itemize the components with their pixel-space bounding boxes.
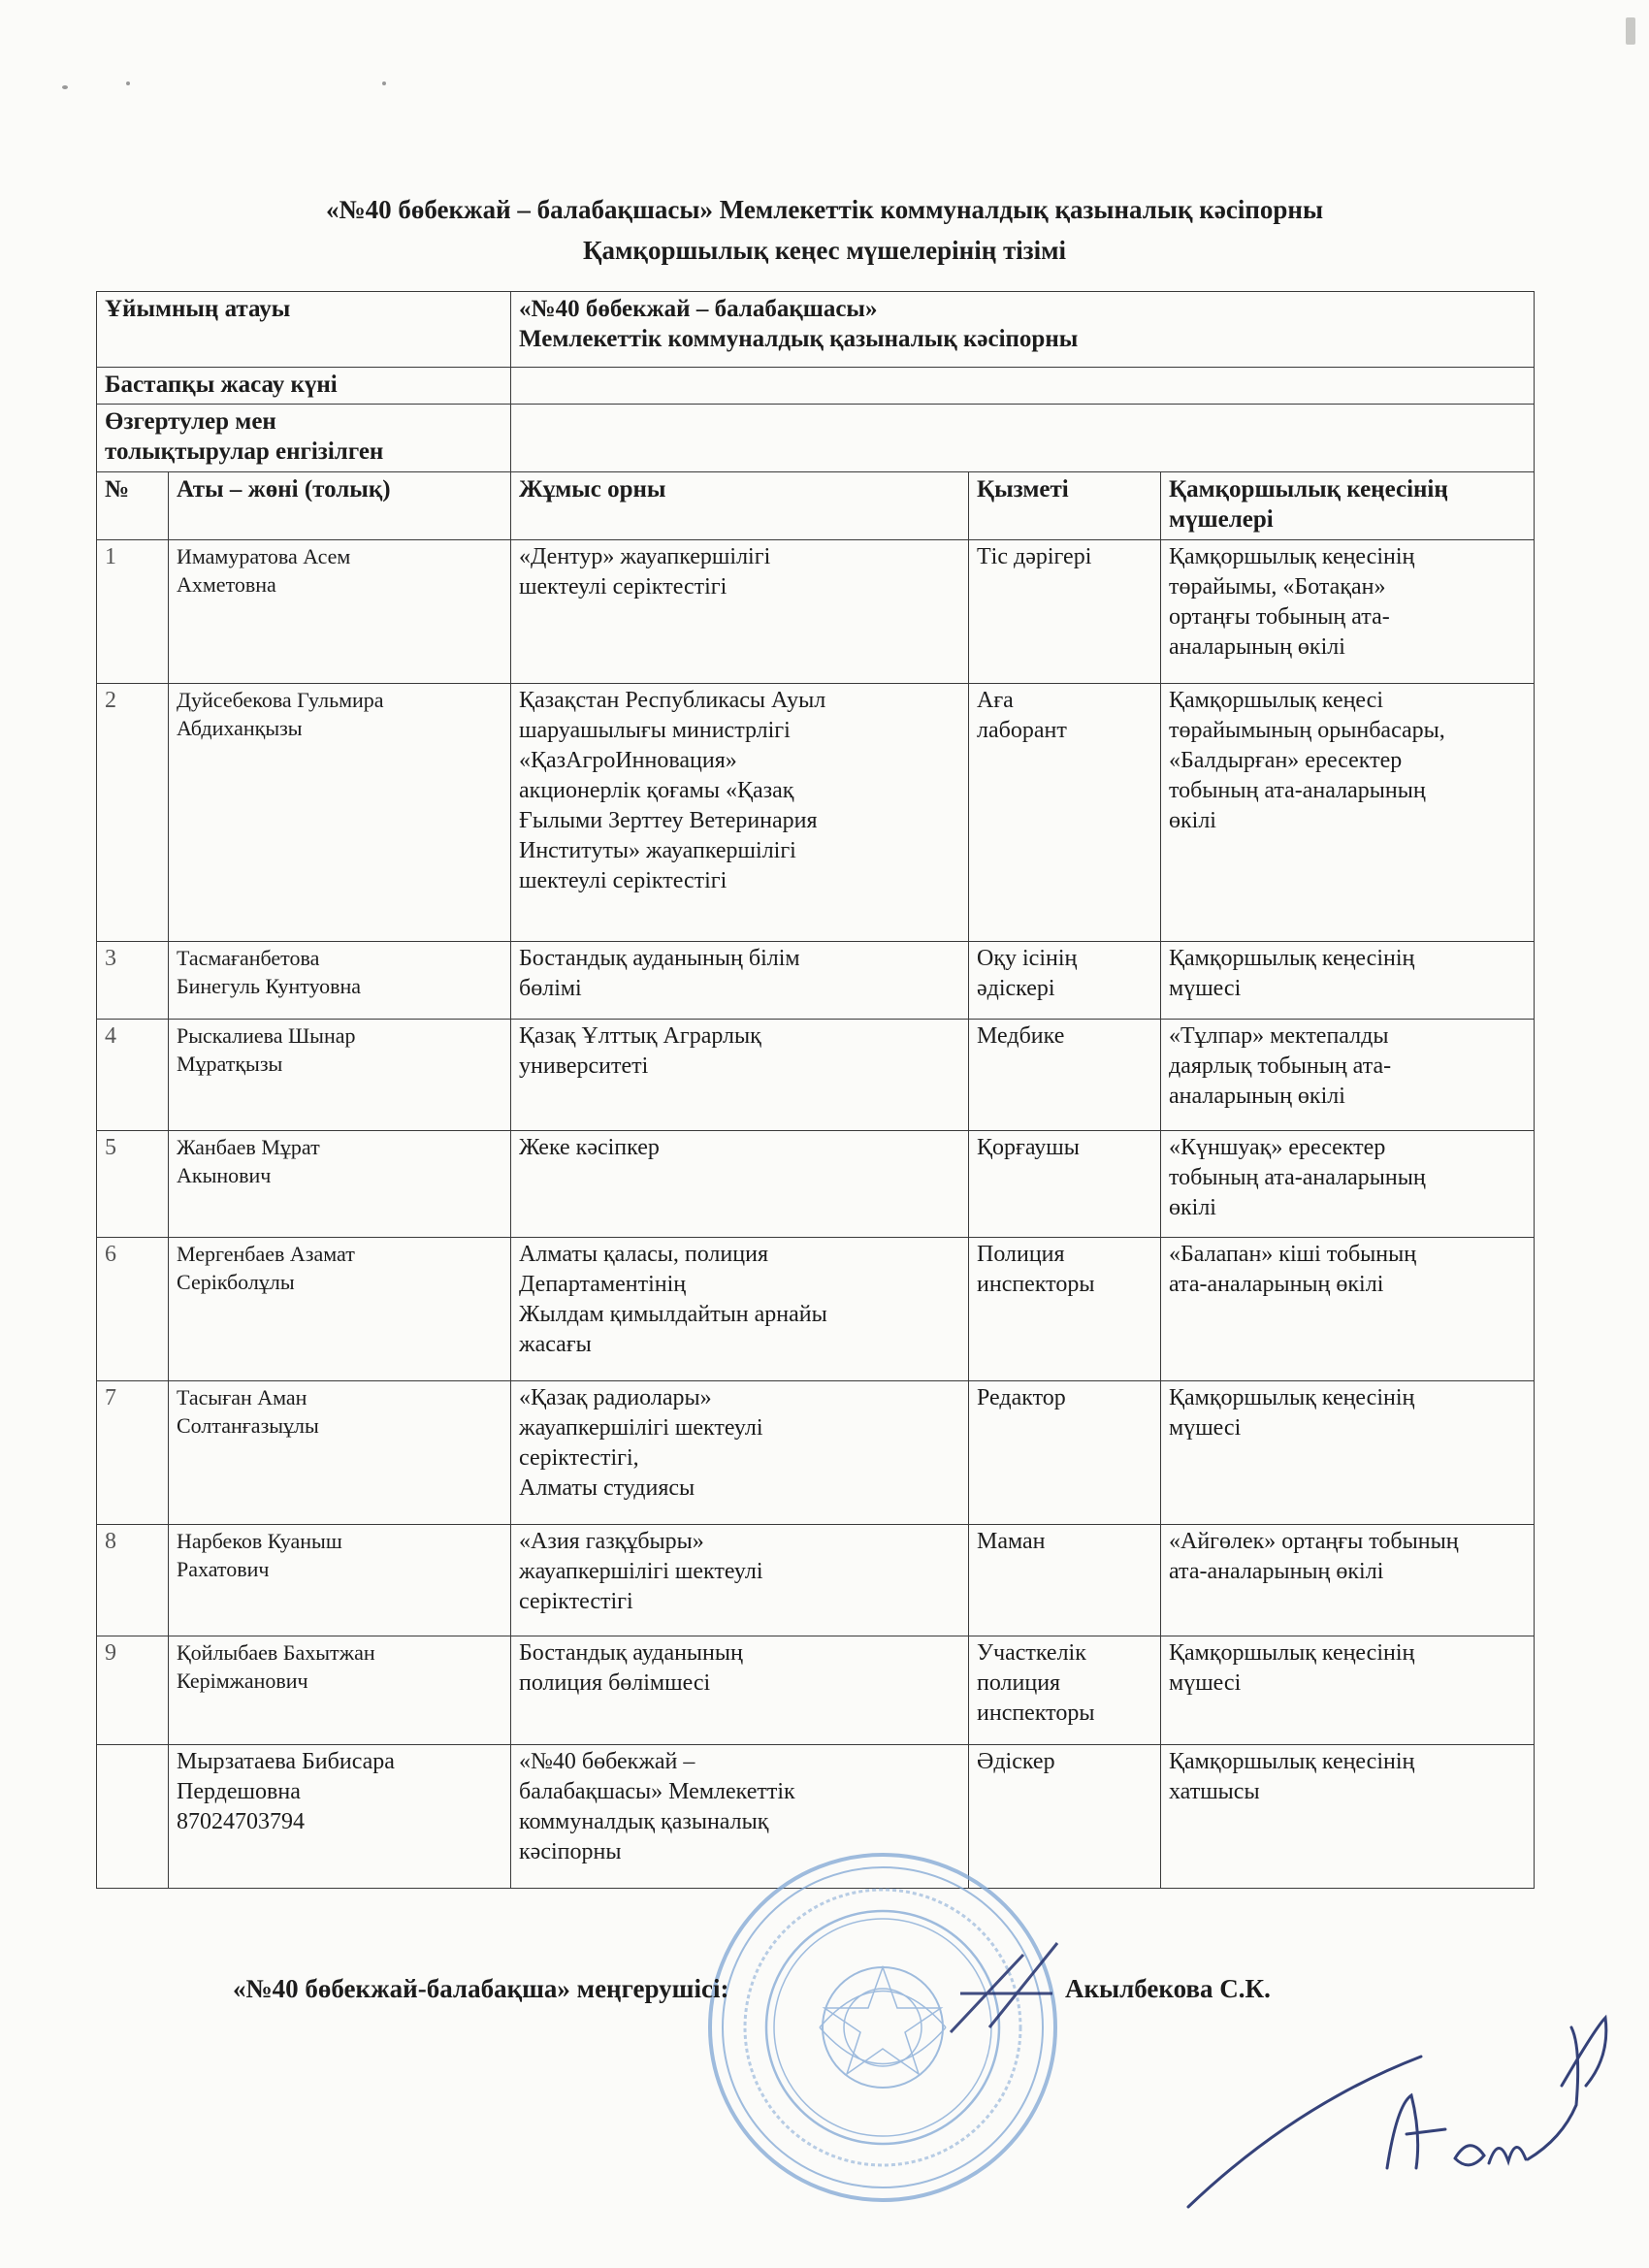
member-position: Медбике [969, 1020, 1161, 1131]
member-name: Тасыған Аман Солтанғазыұлы [169, 1381, 511, 1525]
scan-speck [62, 85, 68, 89]
member-workplace: «Азия газқұбыры» жауапкершілігі шектеулі серіктестігі [511, 1525, 969, 1636]
table-row [97, 942, 1535, 1020]
signature-mark-small [931, 1935, 1077, 2042]
table-row [97, 1131, 1535, 1238]
member-workplace: Алматы қаласы, полиция Департаментінің Жылдам қимылдайтын арнайы жасағы [511, 1238, 969, 1381]
scan-speck [382, 81, 386, 85]
row-number: 5 [97, 1131, 169, 1238]
header-position: Қызметі [969, 472, 1161, 540]
member-name: Жанбаев Мұрат Акынович [169, 1131, 511, 1238]
table-row [97, 1525, 1535, 1636]
member-position: Полиция инспекторы [969, 1238, 1161, 1381]
member-council-role: Қамқоршылық кеңесінің мүшесі [1161, 1381, 1535, 1525]
footer-title: «№40 бөбекжай-балабақша» меңгерушісі: [233, 1974, 729, 2003]
member-name: Дуйсебекова Гульмира Абдиханқызы [169, 684, 511, 942]
header-workplace: Жұмыс орны [511, 472, 969, 540]
table-row [97, 1381, 1535, 1525]
table-row [97, 1238, 1535, 1381]
member-council-role: «Айгөлек» ортаңғы тобының ата-аналарының өкілі [1161, 1525, 1535, 1636]
document-title: «№40 бөбекжай – балабақшасы» Мемлекеттік коммуналдық қазыналық кәсіпорны [325, 195, 1324, 224]
member-name: Имамуратова Асем Ахметовна [169, 540, 511, 684]
row-number: 8 [97, 1525, 169, 1636]
member-position: Участкелік полиция инспекторы [969, 1636, 1161, 1745]
table-header-row [97, 472, 1535, 540]
member-name: Қойлыбаев Бахытжан Керімжанович [169, 1636, 511, 1745]
member-workplace: «Қазақ радиолары» жауапкершілігі шектеулі серіктестігі, Алматы студиясы [511, 1381, 969, 1525]
document-subtitle: Қамқоршылық кеңес мүшелерінің тізімі [582, 236, 1067, 265]
member-position: Әдіскер [969, 1745, 1161, 1889]
member-workplace: «Дентур» жауапкершілігі шектеулі серіктестігі [511, 540, 969, 684]
member-name: Нарбеков Куаныш Рахатович [169, 1525, 511, 1636]
member-council-role: «Тұлпар» мектепалды даярлық тобының ата- аналарының өкілі [1161, 1020, 1535, 1131]
member-council-role: Қамқоршылық кеңесінің мүшесі [1161, 1636, 1535, 1745]
handwritten-signature [1179, 1989, 1625, 2212]
member-name: Рыскалиева Шынар Мұратқызы [169, 1020, 511, 1131]
header-name: Аты – жөні (толық) [169, 472, 511, 540]
created-date-label: Бастапқы жасау күні [97, 368, 511, 405]
member-position: Оқу ісінің әдіскері [969, 942, 1161, 1020]
member-name: Мергенбаев Азамат Серікболұлы [169, 1238, 511, 1381]
member-position: Редактор [969, 1381, 1161, 1525]
member-council-role: Қамқоршылық кеңесінің мүшесі [1161, 942, 1535, 1020]
member-workplace: Бостандық ауданының білім бөлімі [511, 942, 969, 1020]
member-position: Аға лаборант [969, 684, 1161, 942]
row-number: 1 [97, 540, 169, 684]
member-council-role: Қамқоршылық кеңесінің хатшысы [1161, 1745, 1535, 1889]
row-number [97, 1745, 169, 1889]
row-number: 9 [97, 1636, 169, 1745]
footer-signer-name: Акылбекова С.К. [1065, 1974, 1271, 2003]
created-date-value [511, 368, 1535, 405]
member-position: Қорғаушы [969, 1131, 1161, 1238]
member-council-role: Қамқоршылық кеңесі төрайымының орынбасары, «Балдырған» ересектер тобының ата-аналарының өкілі [1161, 684, 1535, 942]
table-row [97, 540, 1535, 684]
org-name-row [97, 292, 1535, 368]
header-council-role: Қамқоршылық кеңесінің мүшелері [1161, 472, 1535, 540]
table-row [97, 1020, 1535, 1131]
table-row [97, 1636, 1535, 1745]
scan-speck [1626, 17, 1635, 45]
row-number: 2 [97, 684, 169, 942]
member-name: Мырзатаева Бибисара Пердешовна 87024703794 [169, 1745, 511, 1889]
table-row [97, 684, 1535, 942]
member-position: Маман [969, 1525, 1161, 1636]
row-number: 4 [97, 1020, 169, 1131]
header-number: № [97, 472, 169, 540]
member-workplace: Қазақстан Республикасы Ауыл шаруашылығы министрлігі «ҚазАгроИнновация» акционерлік қоғамы «Қазақ Ғылыми Зерттеу Ветеринария Институты» жауапкершілігі шектеулі серіктестігі [511, 684, 969, 942]
row-number: 6 [97, 1238, 169, 1381]
created-date-row [97, 368, 1535, 405]
org-name-value: «№40 бөбекжай – балабақшасы» Мемлекеттік коммуналдық қазыналық кәсіпорны [511, 292, 1535, 368]
row-number: 7 [97, 1381, 169, 1525]
changes-value [511, 405, 1535, 472]
row-number: 3 [97, 942, 169, 1020]
changes-row [97, 405, 1535, 472]
org-name-label: Ұйымның атауы [97, 292, 511, 368]
member-council-role: Қамқоршылық кеңесінің төрайымы, «Ботақан» ортаңғы тобының ата- аналарының өкілі [1161, 540, 1535, 684]
member-workplace: Бостандық ауданының полиция бөлімшесі [511, 1636, 969, 1745]
member-council-role: «Балапан» кіші тобының ата-аналарының өкілі [1161, 1238, 1535, 1381]
changes-label: Өзгертулер мен толықтырулар енгізілген [97, 405, 511, 472]
member-council-role: «Күншуақ» ересектер тобының ата-аналарының өкілі [1161, 1131, 1535, 1238]
member-workplace: Жеке кәсіпкер [511, 1131, 969, 1238]
member-name: Тасмағанбетова Бинегуль Кунтуовна [169, 942, 511, 1020]
member-workplace: «№40 бөбекжай – балабақшасы» Мемлекеттік коммуналдық қазыналық кәсіпорны [511, 1745, 969, 1889]
scan-speck [126, 81, 130, 85]
members-table [96, 291, 1535, 1889]
member-position: Тіс дәрігері [969, 540, 1161, 684]
member-workplace: Қазақ Ұлттық Аграрлық университеті [511, 1020, 969, 1131]
